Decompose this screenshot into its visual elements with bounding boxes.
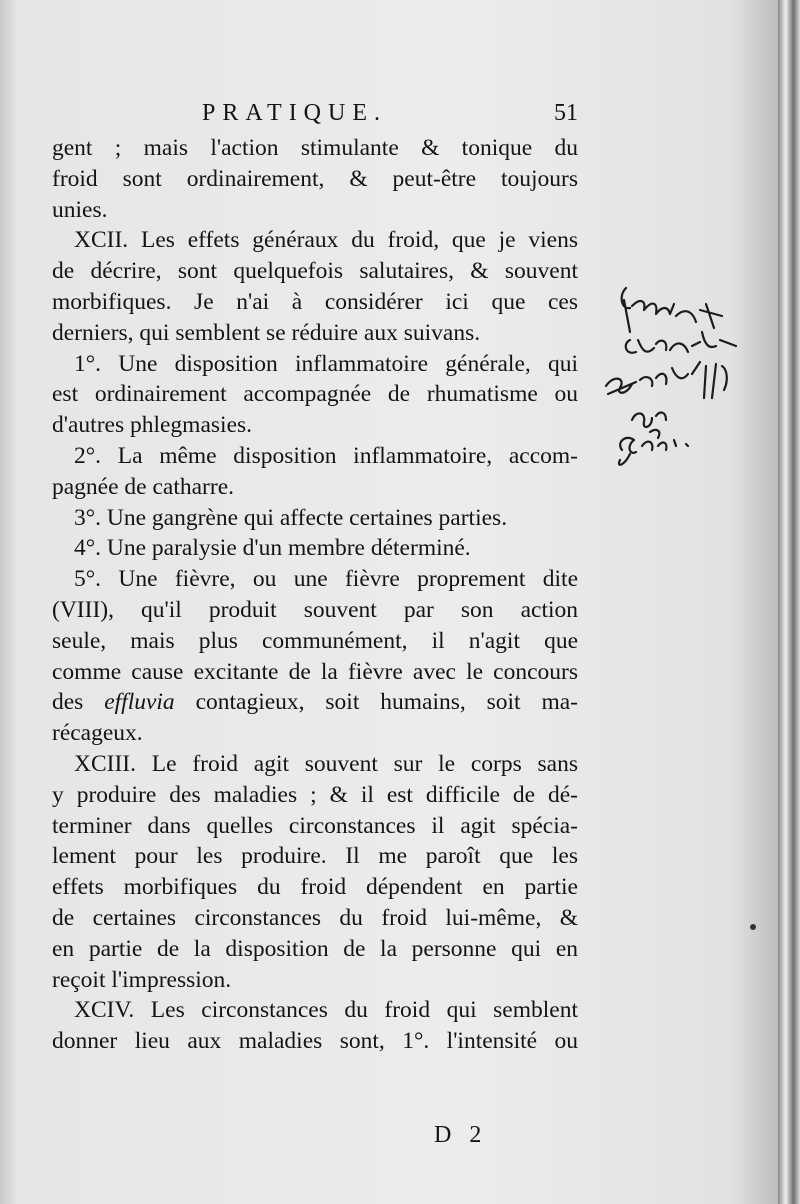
- text-line: est ordinairement accompagnée de rhumatisme ou: [52, 381, 578, 408]
- text-line: seule, mais plus communément, il n'agit que: [52, 627, 578, 654]
- text-line: unies.: [52, 196, 108, 223]
- running-title: PRATIQUE.: [202, 100, 388, 126]
- text-line: gent ; mais l'action stimulante & tonique du: [52, 135, 578, 161]
- list-item-2: 2°. La même disposition inflammatoire, accom-: [74, 442, 578, 469]
- text-line: y produire des maladies ; & il est difficile de dé-: [52, 781, 578, 808]
- text-segment: des: [52, 689, 105, 716]
- text-line: pagnée de catharre.: [52, 473, 234, 500]
- text-line: effets morbifiques du froid dépendent en partie: [52, 874, 578, 901]
- text-line: en partie de la disposition de la personne qui en: [52, 935, 578, 962]
- running-header: [52, 100, 578, 134]
- text-line: d'autres phlegmasies.: [52, 412, 253, 439]
- text-line: (VIII), qu'il produit souvent par son action: [52, 596, 578, 623]
- text-line: de certaines circonstances du froid lui-même, &: [52, 904, 578, 931]
- book-gutter: [778, 0, 800, 1204]
- text-line: lement pour les produire. Il me paroît que les: [52, 843, 578, 870]
- text-segment: contagieux, soit humains, soit ma-: [174, 689, 578, 716]
- italic-term: effluvia: [104, 689, 175, 716]
- text-line: morbifiques. Je n'ai à considérer ici que ces: [52, 288, 578, 315]
- handwritten-annotation-icon: [596, 270, 766, 480]
- text-line: reçoit l'impression.: [52, 966, 232, 993]
- page-number: 51: [554, 100, 578, 126]
- text-line: derniers, qui semblent se réduire aux suivans.: [52, 319, 481, 346]
- paragraph-xciii-start: XCIII. Le froid agit souvent sur le corps sans: [74, 750, 578, 777]
- list-item-4: 4°. Une paralysie d'un membre déterminé.: [74, 535, 471, 562]
- text-line-effluvia: [52, 687, 578, 718]
- paragraph-xcii-start: XCII. Les effets généraux du froid, que je viens: [74, 227, 578, 254]
- list-item-3: 3°. Une gangrène qui affecte certaines parties.: [74, 504, 508, 531]
- paragraph-xciv-start: XCIV. Les circonstances du froid qui semblent: [74, 997, 578, 1024]
- text-line: terminer dans quelles circonstances il agit spécia-: [52, 812, 578, 839]
- list-item-5: 5°. Une fièvre, ou une fièvre proprement dite: [74, 566, 578, 593]
- list-item-1: 1°. Une disposition inflammatoire générale, qui: [74, 350, 578, 377]
- text-line: froid sont ordinairement, & peut-être toujours: [52, 165, 578, 192]
- body-text: [52, 133, 578, 1057]
- text-line: de décrire, sont quelquefois salutaires, & souvent: [52, 258, 578, 285]
- ink-spot: [750, 924, 756, 930]
- signature-mark: D 2: [434, 1122, 488, 1148]
- text-line: donner lieu aux maladies sont, 1°. l'intensité ou: [52, 1028, 578, 1055]
- text-line: récageux.: [52, 720, 143, 747]
- text-line: comme cause excitante de la fièvre avec le concours: [52, 658, 578, 685]
